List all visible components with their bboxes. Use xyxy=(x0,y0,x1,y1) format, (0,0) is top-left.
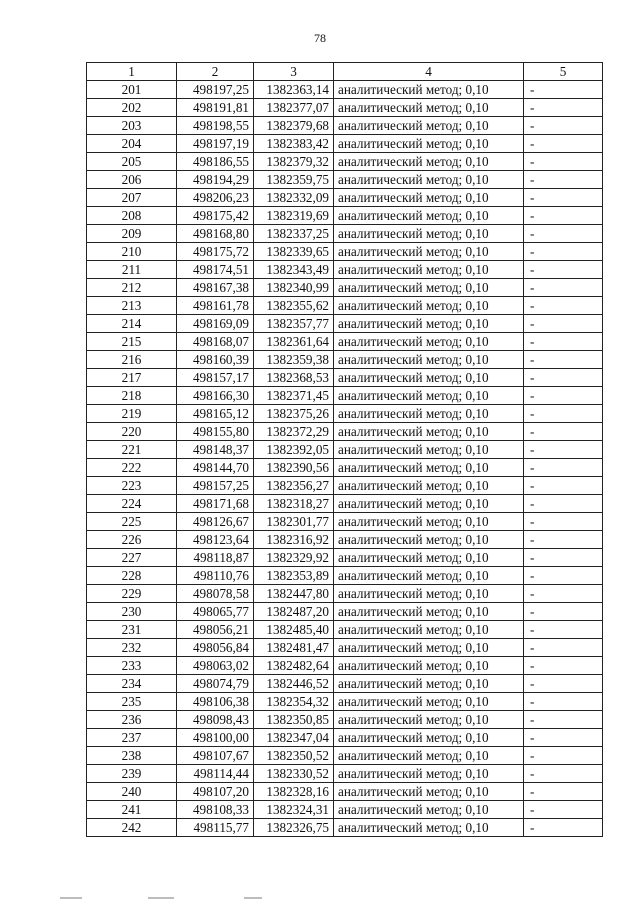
table-row xyxy=(87,729,603,747)
x-coordinate-cell: 498197,25 xyxy=(177,81,254,99)
table-row xyxy=(87,261,603,279)
point-number-cell: 222 xyxy=(87,459,177,477)
y-coordinate-cell: 1382375,26 xyxy=(254,405,334,423)
table-row xyxy=(87,153,603,171)
method-accuracy-cell: аналитический метод; 0,10 xyxy=(334,315,524,333)
method-accuracy-cell: аналитический метод; 0,10 xyxy=(334,333,524,351)
point-number-cell: 236 xyxy=(87,711,177,729)
table-row xyxy=(87,189,603,207)
table-row xyxy=(87,495,603,513)
y-coordinate-cell: 1382301,77 xyxy=(254,513,334,531)
note-cell: - xyxy=(524,801,603,819)
column-header: 5 xyxy=(524,63,603,81)
y-coordinate-cell: 1382481,47 xyxy=(254,639,334,657)
note-cell: - xyxy=(524,531,603,549)
x-coordinate-cell: 498157,17 xyxy=(177,369,254,387)
y-coordinate-cell: 1382447,80 xyxy=(254,585,334,603)
method-accuracy-cell: аналитический метод; 0,10 xyxy=(334,711,524,729)
point-number-cell: 203 xyxy=(87,117,177,135)
note-cell: - xyxy=(524,675,603,693)
x-coordinate-cell: 498168,80 xyxy=(177,225,254,243)
note-cell: - xyxy=(524,567,603,585)
table-row xyxy=(87,279,603,297)
table-row xyxy=(87,819,603,837)
method-accuracy-cell: аналитический метод; 0,10 xyxy=(334,225,524,243)
y-coordinate-cell: 1382392,05 xyxy=(254,441,334,459)
table-row xyxy=(87,459,603,477)
x-coordinate-cell: 498056,84 xyxy=(177,639,254,657)
method-accuracy-cell: аналитический метод; 0,10 xyxy=(334,207,524,225)
x-coordinate-cell: 498114,44 xyxy=(177,765,254,783)
table-row xyxy=(87,207,603,225)
method-accuracy-cell: аналитический метод; 0,10 xyxy=(334,801,524,819)
y-coordinate-cell: 1382339,65 xyxy=(254,243,334,261)
note-cell: - xyxy=(524,459,603,477)
method-accuracy-cell: аналитический метод; 0,10 xyxy=(334,747,524,765)
note-cell: - xyxy=(524,765,603,783)
method-accuracy-cell: аналитический метод; 0,10 xyxy=(334,135,524,153)
table-row xyxy=(87,423,603,441)
point-number-cell: 206 xyxy=(87,171,177,189)
point-number-cell: 226 xyxy=(87,531,177,549)
y-coordinate-cell: 1382377,07 xyxy=(254,99,334,117)
point-number-cell: 204 xyxy=(87,135,177,153)
table-row xyxy=(87,549,603,567)
table-row xyxy=(87,99,603,117)
point-number-cell: 213 xyxy=(87,297,177,315)
y-coordinate-cell: 1382383,42 xyxy=(254,135,334,153)
y-coordinate-cell: 1382318,27 xyxy=(254,495,334,513)
y-coordinate-cell: 1382379,68 xyxy=(254,117,334,135)
column-header: 2 xyxy=(177,63,254,81)
point-number-cell: 228 xyxy=(87,567,177,585)
method-accuracy-cell: аналитический метод; 0,10 xyxy=(334,819,524,837)
point-number-cell: 231 xyxy=(87,621,177,639)
point-number-cell: 239 xyxy=(87,765,177,783)
method-accuracy-cell: аналитический метод; 0,10 xyxy=(334,423,524,441)
point-number-cell: 218 xyxy=(87,387,177,405)
x-coordinate-cell: 498056,21 xyxy=(177,621,254,639)
point-number-cell: 211 xyxy=(87,261,177,279)
point-number-cell: 237 xyxy=(87,729,177,747)
method-accuracy-cell: аналитический метод; 0,10 xyxy=(334,297,524,315)
x-coordinate-cell: 498169,09 xyxy=(177,315,254,333)
x-coordinate-cell: 498126,67 xyxy=(177,513,254,531)
note-cell: - xyxy=(524,333,603,351)
y-coordinate-cell: 1382354,32 xyxy=(254,693,334,711)
table-row xyxy=(87,747,603,765)
y-coordinate-cell: 1382355,62 xyxy=(254,297,334,315)
note-cell: - xyxy=(524,729,603,747)
table-row xyxy=(87,387,603,405)
x-coordinate-cell: 498107,20 xyxy=(177,783,254,801)
method-accuracy-cell: аналитический метод; 0,10 xyxy=(334,153,524,171)
y-coordinate-cell: 1382332,09 xyxy=(254,189,334,207)
note-cell: - xyxy=(524,387,603,405)
table-row xyxy=(87,801,603,819)
note-cell: - xyxy=(524,495,603,513)
x-coordinate-cell: 498175,72 xyxy=(177,243,254,261)
x-coordinate-cell: 498186,55 xyxy=(177,153,254,171)
method-accuracy-cell: аналитический метод; 0,10 xyxy=(334,351,524,369)
x-coordinate-cell: 498168,07 xyxy=(177,333,254,351)
note-cell: - xyxy=(524,477,603,495)
y-coordinate-cell: 1382324,31 xyxy=(254,801,334,819)
y-coordinate-cell: 1382340,99 xyxy=(254,279,334,297)
table-row xyxy=(87,513,603,531)
point-number-cell: 225 xyxy=(87,513,177,531)
y-coordinate-cell: 1382359,38 xyxy=(254,351,334,369)
y-coordinate-cell: 1382316,92 xyxy=(254,531,334,549)
table-row xyxy=(87,783,603,801)
table-row xyxy=(87,639,603,657)
x-coordinate-cell: 498160,39 xyxy=(177,351,254,369)
method-accuracy-cell: аналитический метод; 0,10 xyxy=(334,531,524,549)
note-cell: - xyxy=(524,171,603,189)
table-row xyxy=(87,117,603,135)
point-number-cell: 201 xyxy=(87,81,177,99)
x-coordinate-cell: 498074,79 xyxy=(177,675,254,693)
x-coordinate-cell: 498107,67 xyxy=(177,747,254,765)
note-cell: - xyxy=(524,783,603,801)
x-coordinate-cell: 498197,19 xyxy=(177,135,254,153)
table-row xyxy=(87,171,603,189)
note-cell: - xyxy=(524,315,603,333)
point-number-cell: 240 xyxy=(87,783,177,801)
y-coordinate-cell: 1382343,49 xyxy=(254,261,334,279)
table-row xyxy=(87,567,603,585)
point-number-cell: 234 xyxy=(87,675,177,693)
note-cell: - xyxy=(524,657,603,675)
note-cell: - xyxy=(524,819,603,837)
table-row xyxy=(87,405,603,423)
method-accuracy-cell: аналитический метод; 0,10 xyxy=(334,477,524,495)
point-number-cell: 235 xyxy=(87,693,177,711)
table-row xyxy=(87,297,603,315)
method-accuracy-cell: аналитический метод; 0,10 xyxy=(334,81,524,99)
table-row xyxy=(87,225,603,243)
x-coordinate-cell: 498166,30 xyxy=(177,387,254,405)
y-coordinate-cell: 1382330,52 xyxy=(254,765,334,783)
x-coordinate-cell: 498165,12 xyxy=(177,405,254,423)
note-cell: - xyxy=(524,207,603,225)
method-accuracy-cell: аналитический метод; 0,10 xyxy=(334,117,524,135)
x-coordinate-cell: 498206,23 xyxy=(177,189,254,207)
point-number-cell: 227 xyxy=(87,549,177,567)
method-accuracy-cell: аналитический метод; 0,10 xyxy=(334,387,524,405)
note-cell: - xyxy=(524,189,603,207)
y-coordinate-cell: 1382337,25 xyxy=(254,225,334,243)
table-row xyxy=(87,621,603,639)
method-accuracy-cell: аналитический метод; 0,10 xyxy=(334,261,524,279)
table-row xyxy=(87,585,603,603)
method-accuracy-cell: аналитический метод; 0,10 xyxy=(334,603,524,621)
y-coordinate-cell: 1382372,29 xyxy=(254,423,334,441)
note-cell: - xyxy=(524,423,603,441)
point-number-cell: 221 xyxy=(87,441,177,459)
method-accuracy-cell: аналитический метод; 0,10 xyxy=(334,459,524,477)
note-cell: - xyxy=(524,441,603,459)
note-cell: - xyxy=(524,603,603,621)
point-number-cell: 224 xyxy=(87,495,177,513)
method-accuracy-cell: аналитический метод; 0,10 xyxy=(334,783,524,801)
y-coordinate-cell: 1382319,69 xyxy=(254,207,334,225)
point-number-cell: 242 xyxy=(87,819,177,837)
point-number-cell: 216 xyxy=(87,351,177,369)
method-accuracy-cell: аналитический метод; 0,10 xyxy=(334,279,524,297)
table-row xyxy=(87,243,603,261)
coordinates-table xyxy=(86,62,603,837)
y-coordinate-cell: 1382357,77 xyxy=(254,315,334,333)
x-coordinate-cell: 498194,29 xyxy=(177,171,254,189)
method-accuracy-cell: аналитический метод; 0,10 xyxy=(334,729,524,747)
method-accuracy-cell: аналитический метод; 0,10 xyxy=(334,243,524,261)
method-accuracy-cell: аналитический метод; 0,10 xyxy=(334,495,524,513)
method-accuracy-cell: аналитический метод; 0,10 xyxy=(334,585,524,603)
point-number-cell: 229 xyxy=(87,585,177,603)
x-coordinate-cell: 498144,70 xyxy=(177,459,254,477)
table-row xyxy=(87,135,603,153)
y-coordinate-cell: 1382379,32 xyxy=(254,153,334,171)
note-cell: - xyxy=(524,747,603,765)
table-row xyxy=(87,603,603,621)
x-coordinate-cell: 498118,87 xyxy=(177,549,254,567)
y-coordinate-cell: 1382328,16 xyxy=(254,783,334,801)
table-header-row xyxy=(87,63,603,81)
y-coordinate-cell: 1382350,52 xyxy=(254,747,334,765)
table-row xyxy=(87,441,603,459)
note-cell: - xyxy=(524,711,603,729)
x-coordinate-cell: 498148,37 xyxy=(177,441,254,459)
y-coordinate-cell: 1382371,45 xyxy=(254,387,334,405)
x-coordinate-cell: 498098,43 xyxy=(177,711,254,729)
note-cell: - xyxy=(524,81,603,99)
note-cell: - xyxy=(524,225,603,243)
y-coordinate-cell: 1382390,56 xyxy=(254,459,334,477)
table-row xyxy=(87,711,603,729)
x-coordinate-cell: 498065,77 xyxy=(177,603,254,621)
y-coordinate-cell: 1382329,92 xyxy=(254,549,334,567)
scan-artifact-marks xyxy=(60,897,480,901)
note-cell: - xyxy=(524,405,603,423)
note-cell: - xyxy=(524,297,603,315)
table-row xyxy=(87,81,603,99)
point-number-cell: 217 xyxy=(87,369,177,387)
method-accuracy-cell: аналитический метод; 0,10 xyxy=(334,513,524,531)
point-number-cell: 238 xyxy=(87,747,177,765)
x-coordinate-cell: 498110,76 xyxy=(177,567,254,585)
point-number-cell: 230 xyxy=(87,603,177,621)
x-coordinate-cell: 498191,81 xyxy=(177,99,254,117)
method-accuracy-cell: аналитический метод; 0,10 xyxy=(334,693,524,711)
note-cell: - xyxy=(524,243,603,261)
table-row xyxy=(87,369,603,387)
y-coordinate-cell: 1382326,75 xyxy=(254,819,334,837)
column-header: 3 xyxy=(254,63,334,81)
table-row xyxy=(87,657,603,675)
note-cell: - xyxy=(524,279,603,297)
note-cell: - xyxy=(524,621,603,639)
note-cell: - xyxy=(524,261,603,279)
method-accuracy-cell: аналитический метод; 0,10 xyxy=(334,567,524,585)
method-accuracy-cell: аналитический метод; 0,10 xyxy=(334,657,524,675)
y-coordinate-cell: 1382347,04 xyxy=(254,729,334,747)
point-number-cell: 241 xyxy=(87,801,177,819)
note-cell: - xyxy=(524,117,603,135)
x-coordinate-cell: 498063,02 xyxy=(177,657,254,675)
table-row xyxy=(87,315,603,333)
point-number-cell: 220 xyxy=(87,423,177,441)
x-coordinate-cell: 498167,38 xyxy=(177,279,254,297)
y-coordinate-cell: 1382485,40 xyxy=(254,621,334,639)
note-cell: - xyxy=(524,585,603,603)
y-coordinate-cell: 1382363,14 xyxy=(254,81,334,99)
method-accuracy-cell: аналитический метод; 0,10 xyxy=(334,369,524,387)
y-coordinate-cell: 1382487,20 xyxy=(254,603,334,621)
note-cell: - xyxy=(524,153,603,171)
point-number-cell: 215 xyxy=(87,333,177,351)
method-accuracy-cell: аналитический метод; 0,10 xyxy=(334,189,524,207)
point-number-cell: 233 xyxy=(87,657,177,675)
x-coordinate-cell: 498174,51 xyxy=(177,261,254,279)
point-number-cell: 210 xyxy=(87,243,177,261)
x-coordinate-cell: 498157,25 xyxy=(177,477,254,495)
note-cell: - xyxy=(524,549,603,567)
point-number-cell: 214 xyxy=(87,315,177,333)
table-row xyxy=(87,675,603,693)
table-row xyxy=(87,531,603,549)
method-accuracy-cell: аналитический метод; 0,10 xyxy=(334,405,524,423)
page-number: 78 xyxy=(314,31,326,45)
note-cell: - xyxy=(524,513,603,531)
method-accuracy-cell: аналитический метод; 0,10 xyxy=(334,639,524,657)
y-coordinate-cell: 1382368,53 xyxy=(254,369,334,387)
method-accuracy-cell: аналитический метод; 0,10 xyxy=(334,171,524,189)
x-coordinate-cell: 498078,58 xyxy=(177,585,254,603)
method-accuracy-cell: аналитический метод; 0,10 xyxy=(334,549,524,567)
note-cell: - xyxy=(524,369,603,387)
point-number-cell: 208 xyxy=(87,207,177,225)
note-cell: - xyxy=(524,135,603,153)
table-row xyxy=(87,765,603,783)
note-cell: - xyxy=(524,99,603,117)
method-accuracy-cell: аналитический метод; 0,10 xyxy=(334,765,524,783)
x-coordinate-cell: 498155,80 xyxy=(177,423,254,441)
x-coordinate-cell: 498123,64 xyxy=(177,531,254,549)
point-number-cell: 207 xyxy=(87,189,177,207)
x-coordinate-cell: 498171,68 xyxy=(177,495,254,513)
column-header: 4 xyxy=(334,63,524,81)
note-cell: - xyxy=(524,639,603,657)
point-number-cell: 202 xyxy=(87,99,177,117)
point-number-cell: 205 xyxy=(87,153,177,171)
y-coordinate-cell: 1382359,75 xyxy=(254,171,334,189)
point-number-cell: 212 xyxy=(87,279,177,297)
method-accuracy-cell: аналитический метод; 0,10 xyxy=(334,99,524,117)
point-number-cell: 209 xyxy=(87,225,177,243)
x-coordinate-cell: 498115,77 xyxy=(177,819,254,837)
table-row xyxy=(87,477,603,495)
x-coordinate-cell: 498175,42 xyxy=(177,207,254,225)
y-coordinate-cell: 1382350,85 xyxy=(254,711,334,729)
y-coordinate-cell: 1382356,27 xyxy=(254,477,334,495)
x-coordinate-cell: 498106,38 xyxy=(177,693,254,711)
point-number-cell: 219 xyxy=(87,405,177,423)
y-coordinate-cell: 1382353,89 xyxy=(254,567,334,585)
y-coordinate-cell: 1382361,64 xyxy=(254,333,334,351)
y-coordinate-cell: 1382446,52 xyxy=(254,675,334,693)
y-coordinate-cell: 1382482,64 xyxy=(254,657,334,675)
method-accuracy-cell: аналитический метод; 0,10 xyxy=(334,675,524,693)
note-cell: - xyxy=(524,351,603,369)
x-coordinate-cell: 498198,55 xyxy=(177,117,254,135)
table-body xyxy=(87,81,603,837)
method-accuracy-cell: аналитический метод; 0,10 xyxy=(334,621,524,639)
x-coordinate-cell: 498108,33 xyxy=(177,801,254,819)
x-coordinate-cell: 498100,00 xyxy=(177,729,254,747)
table-row xyxy=(87,693,603,711)
table-row xyxy=(87,333,603,351)
column-header: 1 xyxy=(87,63,177,81)
x-coordinate-cell: 498161,78 xyxy=(177,297,254,315)
table-row xyxy=(87,351,603,369)
point-number-cell: 223 xyxy=(87,477,177,495)
point-number-cell: 232 xyxy=(87,639,177,657)
method-accuracy-cell: аналитический метод; 0,10 xyxy=(334,441,524,459)
note-cell: - xyxy=(524,693,603,711)
